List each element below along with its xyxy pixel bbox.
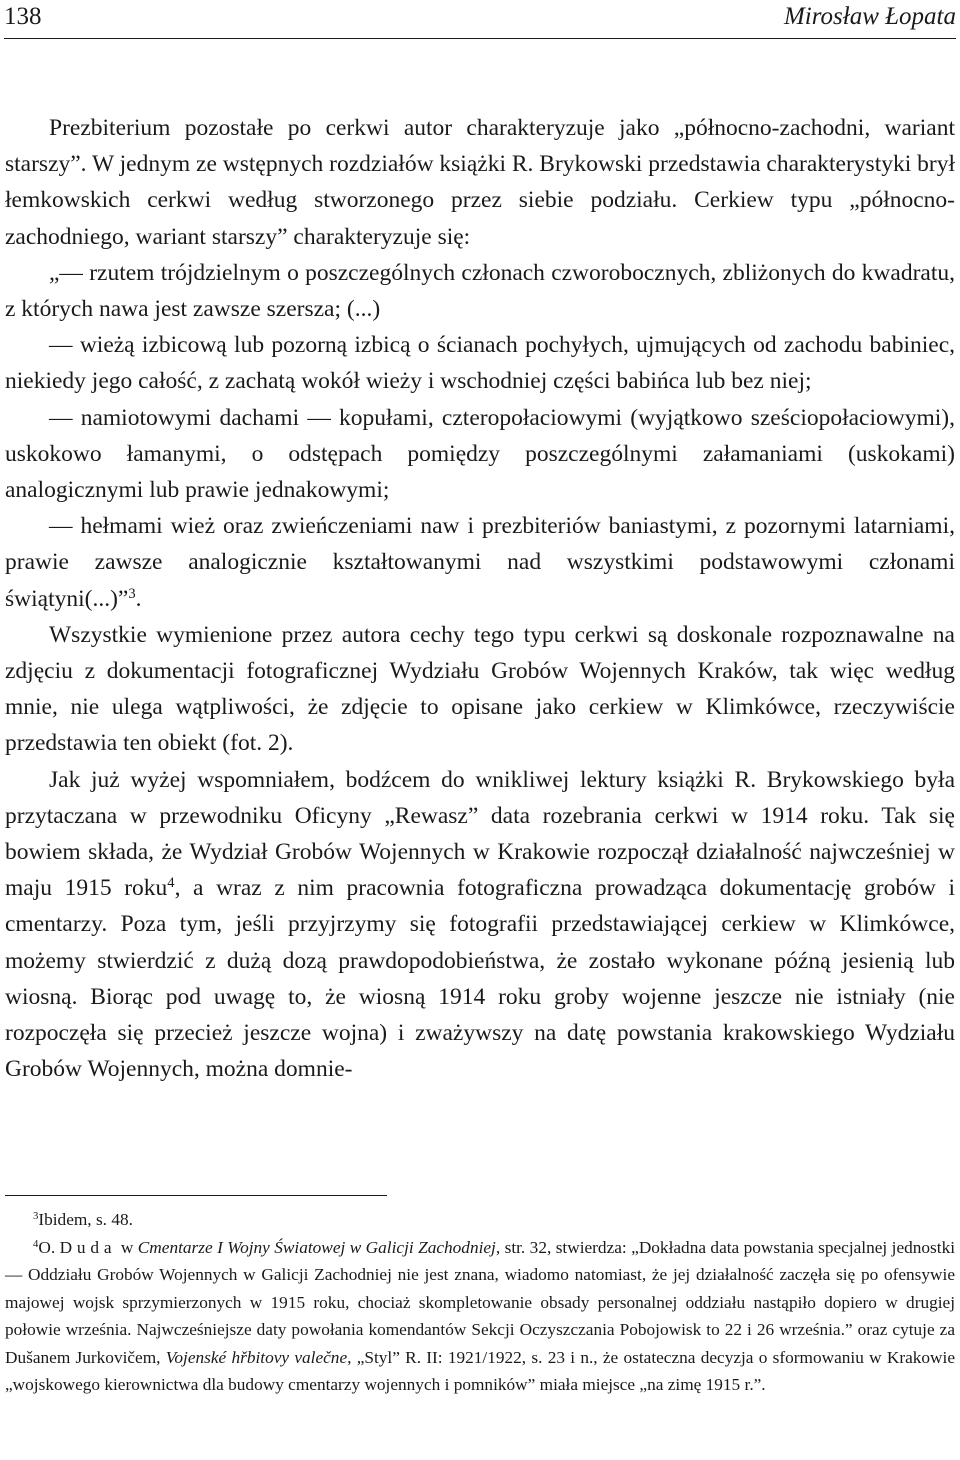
paragraph: Wszystkie wymienione przez autora cechy tego typu cerkwi są doskonale rozpoznawalne na zdjęciu z dokumentacji fotograficznej Wydziału Grobów Wojennych Kraków, tak więc według mnie, nie ulega wątpliwości, że zdjęcie to opisane jako cerkiew w Klimkówce, rzeczywiście przedstawia ten obiekt (fot. 2). (5, 621, 955, 757)
paragraph: Prezbiterium pozostałe po cerkwi autor charakteryzuje jako „północno-zachodni, wariant starszy”. W jednym ze wstępnych rozdziałów książki R. Brykowski przedstawia charakterystyki brył łemkowskich cerkwi według stworzonego przez siebie podziału. Cerkiew typu „północno-zachodniego, wariant starszy” charakteryzuje się: (5, 115, 955, 250)
trailing-period: . (135, 585, 142, 612)
footnote-text: Ibidem, s. 48. (38, 1210, 133, 1229)
footnote-number: 4 (33, 1237, 39, 1250)
paragraph-text: Jak już wyżej wspomniałem, bodźcem do wnikliwej lektury książki R. Brykowskiego była przytaczana w przewodniku Oficyny „Rewasz” data rozebrania cerkwi w 1914 roku. Tak się bowiem składa, że Wydział Grobów Wojennych w Krakowie rozpoczął działalność najwcześniej w maju 1915 roku (5, 766, 955, 902)
quote-item: — namiotowymi dachami — kopułami, czteropołaciowymi (wyjątkowo sześciopołaciowymi), uskokowo łamanymi, o odstępach pomiędzy poszczególnymi załamaniami (uskokami) analogicznymi lub prawie jednakowymi; (5, 404, 955, 504)
running-header (4, 2, 956, 34)
paragraph-text-cont: , a wraz z nim pracownia fotograficzna prowadząca dokumentację grobów i cmentarzy. Poza tym, jeśli przyjrzymy się fotografii przedstawiającej cerkiew w Klimkówce, możemy stwierdzić z dużą dozą prawdopodobieństwa, że zostało wykonane późną jesienią lub wiosną. Biorąc pod uwagę to, że wiosną 1914 roku groby wojenne jeszcze nie istniały (nie rozpoczęła się przecież jeszcze wojna) i zważywszy na datę powstania krakowskiego Wydziału Grobów Wojennych, można domnie- (5, 875, 955, 1083)
quote-item (5, 508, 955, 617)
footnote-ref-3: 3 (128, 585, 136, 602)
footnote (5, 1234, 955, 1399)
footnote-title-2: Vojenské hřbitovy valečne (165, 1347, 348, 1367)
footnotes (5, 1206, 955, 1399)
quote-text: — hełmami wież oraz zwieńczeniami naw i prezbiteriów baniastymi, z pozornymi latarniami, prawie zawsze analogicznie kształtowanymi nad wszystkimi podstawowymi członami świątyni(...)” (5, 513, 955, 612)
quote-item: — wieżą izbicową lub pozorną izbicą o ścianach pochyłych, ujmujących od zachodu babiniec, niekiedy jego całość, z zachatą wokół wieży i wschodniej części babińca lub bez niej; (5, 332, 955, 395)
footnote-initial: O. (38, 1237, 56, 1257)
quote-item: „— rzutem trójdzielnym o poszczególnych członach czworobocznych, zbliżonych do kwadratu, z których nawa jest zawsze szersza; (...) (5, 259, 955, 323)
footnote-rule (5, 1195, 387, 1196)
page-number: 138 (4, 3, 42, 30)
paragraph (5, 762, 955, 1088)
footnote-ref-4: 4 (167, 875, 175, 892)
footnote-text-2: , „Styl” R. II: 1921/1922, s. 23 i n., że ostateczna decyzja o sformowaniu w Krakowie „wojskowego kierownictwa dla budowy cmentarzy wojennych i pomników” miała miejsce „na zimę 1915 r.”. (5, 1347, 955, 1394)
main-text (5, 110, 955, 1087)
footnote-word: w (120, 1237, 134, 1257)
footnote (5, 1206, 955, 1234)
header-rule (4, 38, 956, 39)
footnote-number: 3 (33, 1210, 39, 1223)
running-author: Mirosław Łopata (783, 3, 956, 30)
footnote-title: Cmentarze I Wojny Światowej w Galicji Zachodniej (137, 1237, 496, 1257)
footnote-text: , str. 32, stwierdza: „Dokładna data powstania specjalnej jednostki — Oddziału Grobów Wojennych w Galicji Zachodniej nie jest znana, wiadomo natomiast, że jej działalność zaczęła się po ofensywie majowej wojsk sprzymierzonych w 1915 roku, chociaż skompletowanie obsady personalnej oddziału nastąpiło dopiero w drugiej połowie września. Najwcześniejsze daty powołania komendantów Sekcji Oczyszczania Pobojowisk to 22 i 26 września.” oraz cytuje za Dušanem Jurkovičem, (5, 1237, 956, 1367)
footnote-author-surname: Duda (59, 1237, 117, 1257)
